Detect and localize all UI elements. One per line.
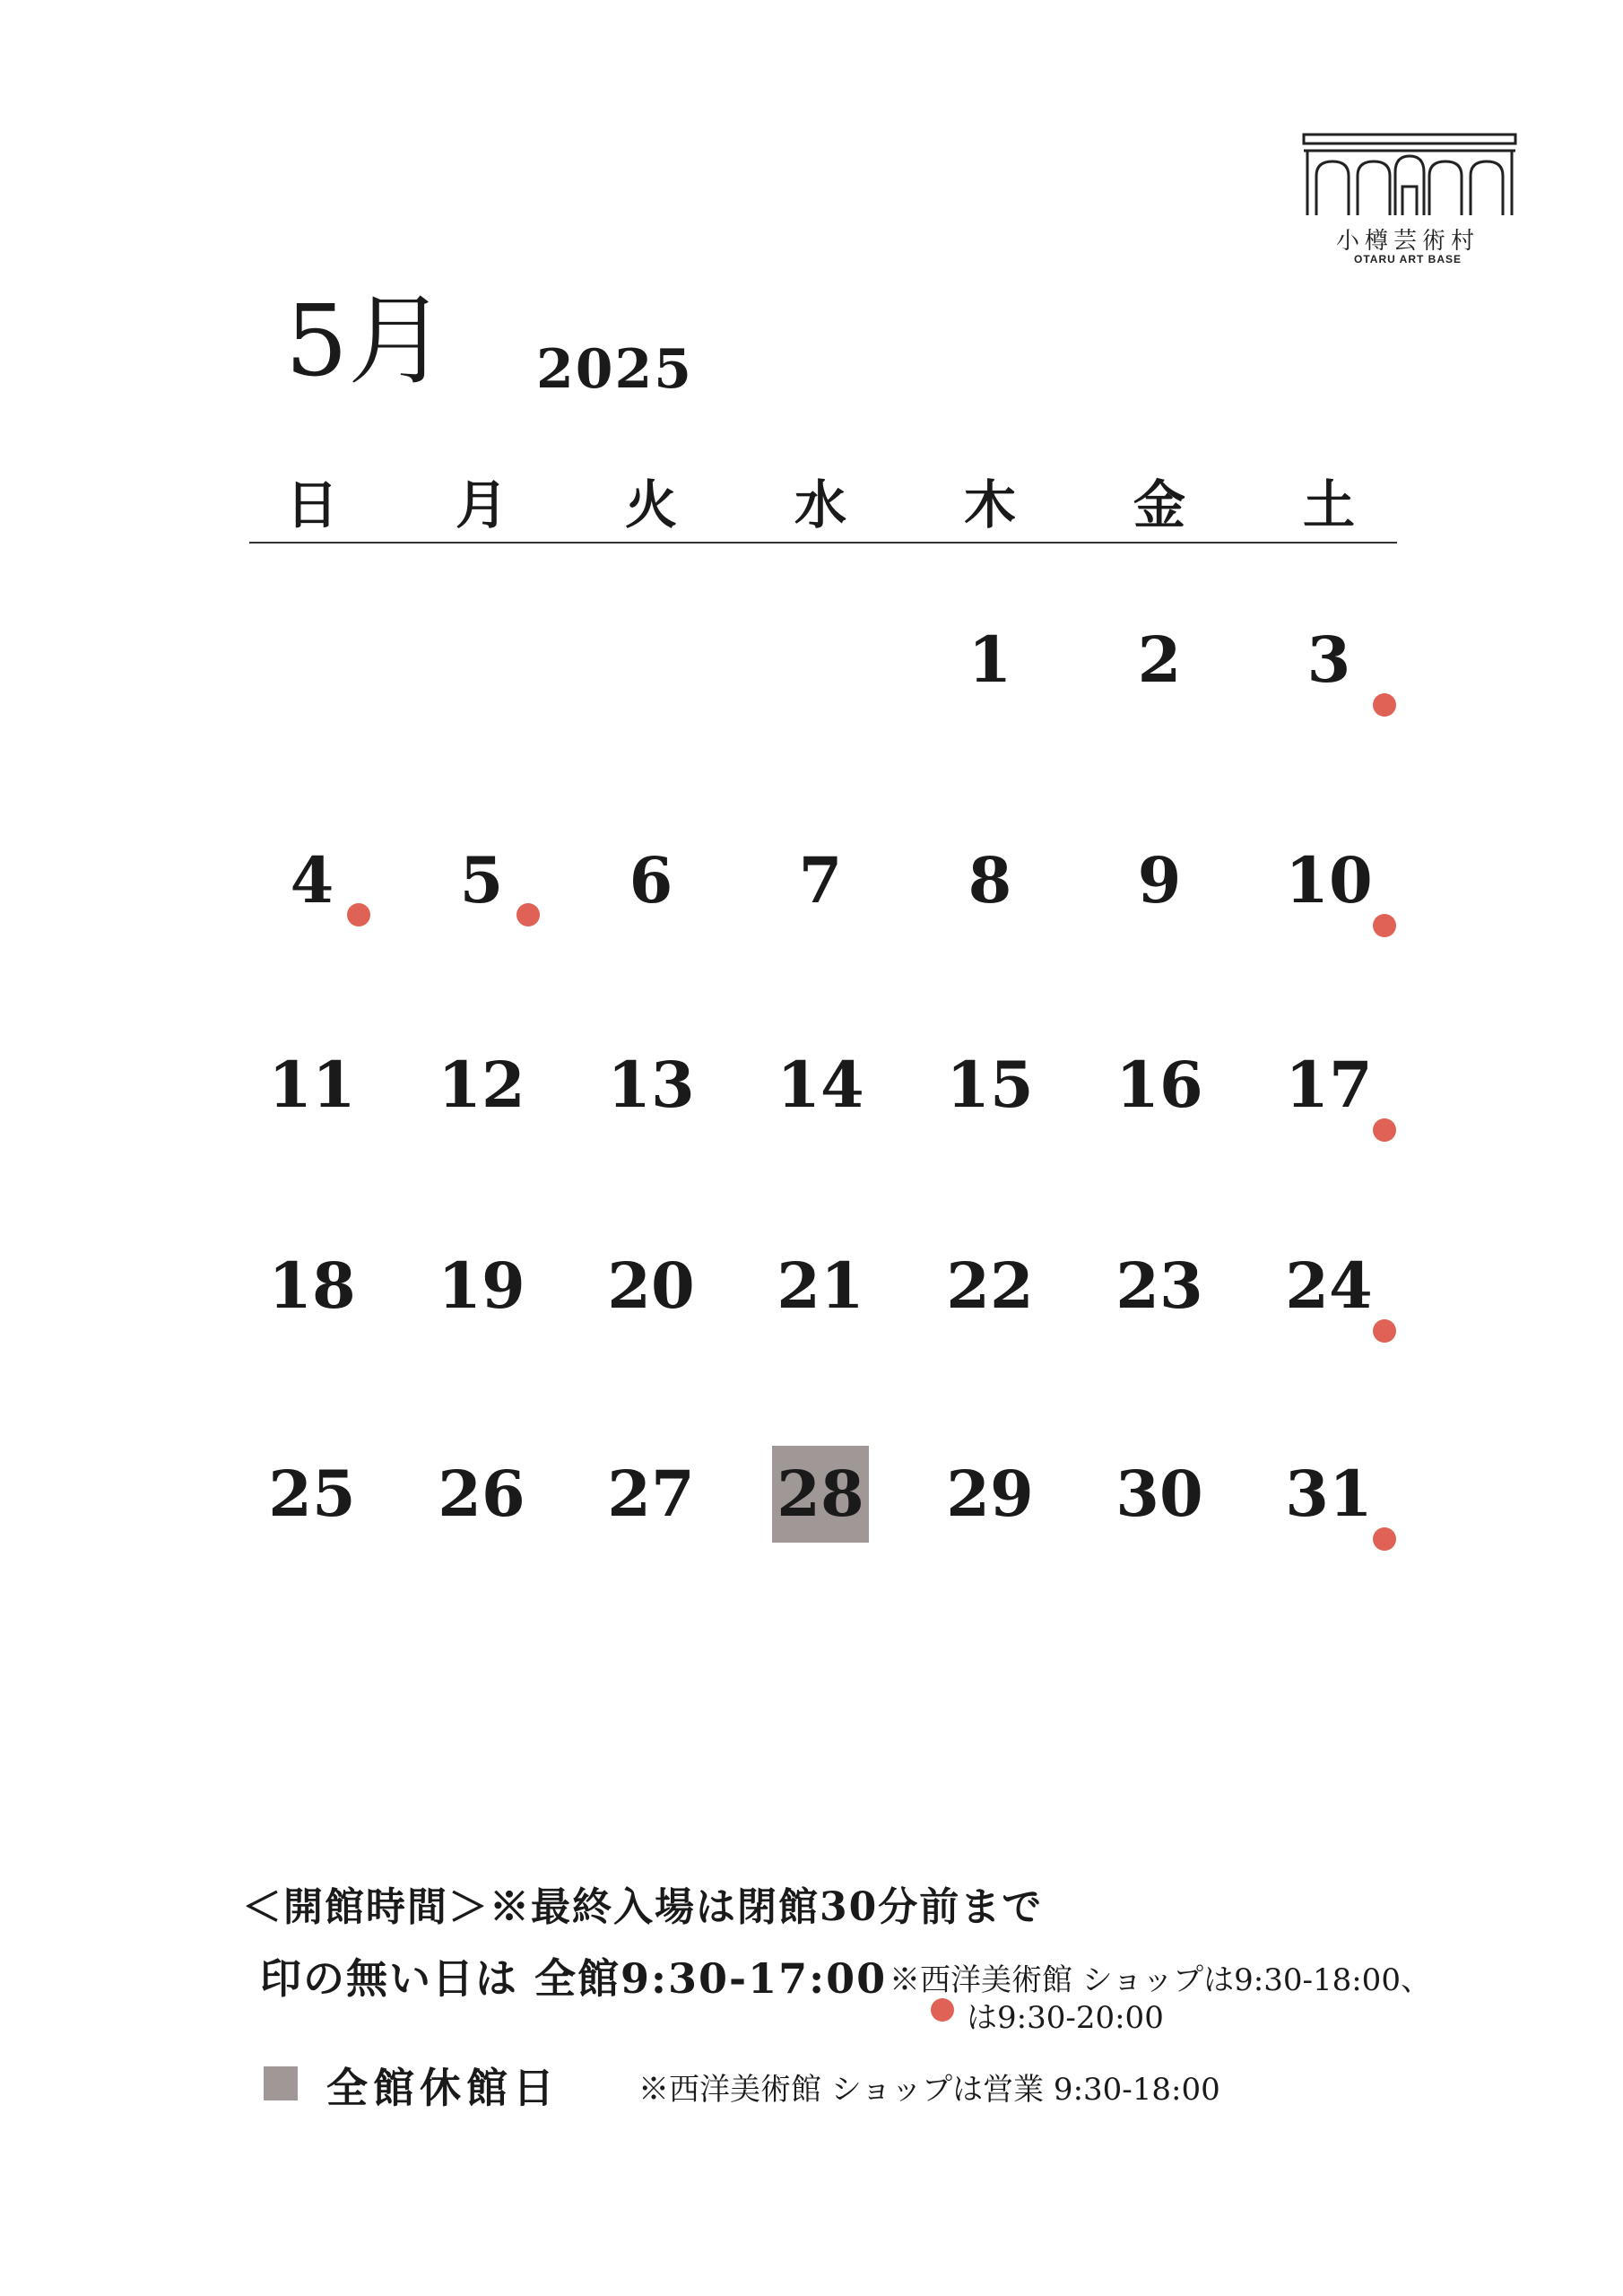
day-cell: 27 (607, 1457, 695, 1531)
closed-day-note: ※西洋美術館 ショップは営業 9:30-18:00 (638, 2072, 1220, 2108)
weekday-sat: 土 (1302, 474, 1355, 535)
extended-hours-dot (1373, 1527, 1396, 1551)
weekday-header (249, 474, 1397, 536)
day-cell: 14 (777, 1048, 864, 1122)
closed-day-label: 全館休館日 (326, 2064, 560, 2112)
day-cell: 10 (1285, 843, 1373, 918)
weekday-wed: 水 (794, 474, 846, 535)
day-cell: 8 (968, 843, 1012, 918)
extended-hours-dot (1373, 693, 1396, 717)
extended-hours-legend-dot (931, 1998, 954, 2022)
day-cell: 20 (607, 1248, 695, 1323)
day-cell: 16 (1115, 1048, 1203, 1122)
day-cell: 31 (1285, 1457, 1373, 1531)
extended-hours-dot (1373, 914, 1396, 937)
shop-hours-note: ※西洋美術館 ショップは9:30-18:00、 (890, 1962, 1431, 1998)
day-cell: 24 (1285, 1248, 1373, 1323)
year-label: 2025 (536, 338, 693, 401)
weekday-mon: 月 (455, 474, 508, 535)
weekday-tue: 火 (624, 474, 677, 535)
day-cell: 22 (946, 1248, 1034, 1323)
day-cell: 2 (1137, 622, 1182, 697)
day-cell: 18 (268, 1248, 356, 1323)
day-cell: 29 (946, 1457, 1034, 1531)
hours-title: ＜開館時間＞※最終入場は閉館30分前まで (242, 1884, 1044, 1930)
extended-hours-dot (1373, 1319, 1396, 1343)
extended-hours-dot (347, 903, 370, 926)
day-cell: 15 (946, 1048, 1034, 1122)
day-cell: 6 (629, 843, 673, 918)
weekday-sun: 日 (285, 474, 338, 535)
day-cell: 1 (968, 622, 1012, 697)
museum-building-icon (1302, 133, 1517, 219)
day-cell: 5 (459, 843, 504, 918)
weekday-fri: 金 (1133, 474, 1185, 535)
day-cell: 17 (1285, 1048, 1373, 1122)
day-cell: 26 (438, 1457, 525, 1531)
closed-legend-square (264, 2066, 298, 2100)
day-cell: 4 (290, 843, 334, 918)
day-cell: 25 (268, 1457, 356, 1531)
logo (1302, 133, 1517, 219)
day-cell: 11 (268, 1048, 356, 1122)
day-cell: 13 (607, 1048, 695, 1122)
day-cell: 9 (1137, 843, 1182, 918)
month-title: 5月 (285, 283, 447, 398)
logo-name-ja: 小樽芸術村 (1335, 228, 1480, 255)
day-cell: 12 (438, 1048, 525, 1122)
logo-name-en: OTARU ART BASE (1354, 253, 1462, 265)
day-cell: 30 (1115, 1457, 1203, 1531)
day-cell: 19 (438, 1248, 525, 1323)
day-cell: 3 (1306, 622, 1351, 697)
weekday-thu: 木 (963, 474, 1016, 535)
day-cell-closed: 28 (772, 1446, 869, 1543)
day-cell: 21 (777, 1248, 864, 1323)
extended-hours-dot (516, 903, 540, 926)
hours-main: 印の無い日は 全館9:30-17:00 (260, 1954, 888, 2003)
header-divider (249, 542, 1397, 544)
extended-hours-note: は9:30-20:00 (967, 2000, 1164, 2036)
day-cell: 7 (798, 843, 843, 918)
extended-hours-dot (1373, 1118, 1396, 1142)
day-cell: 23 (1115, 1248, 1203, 1323)
